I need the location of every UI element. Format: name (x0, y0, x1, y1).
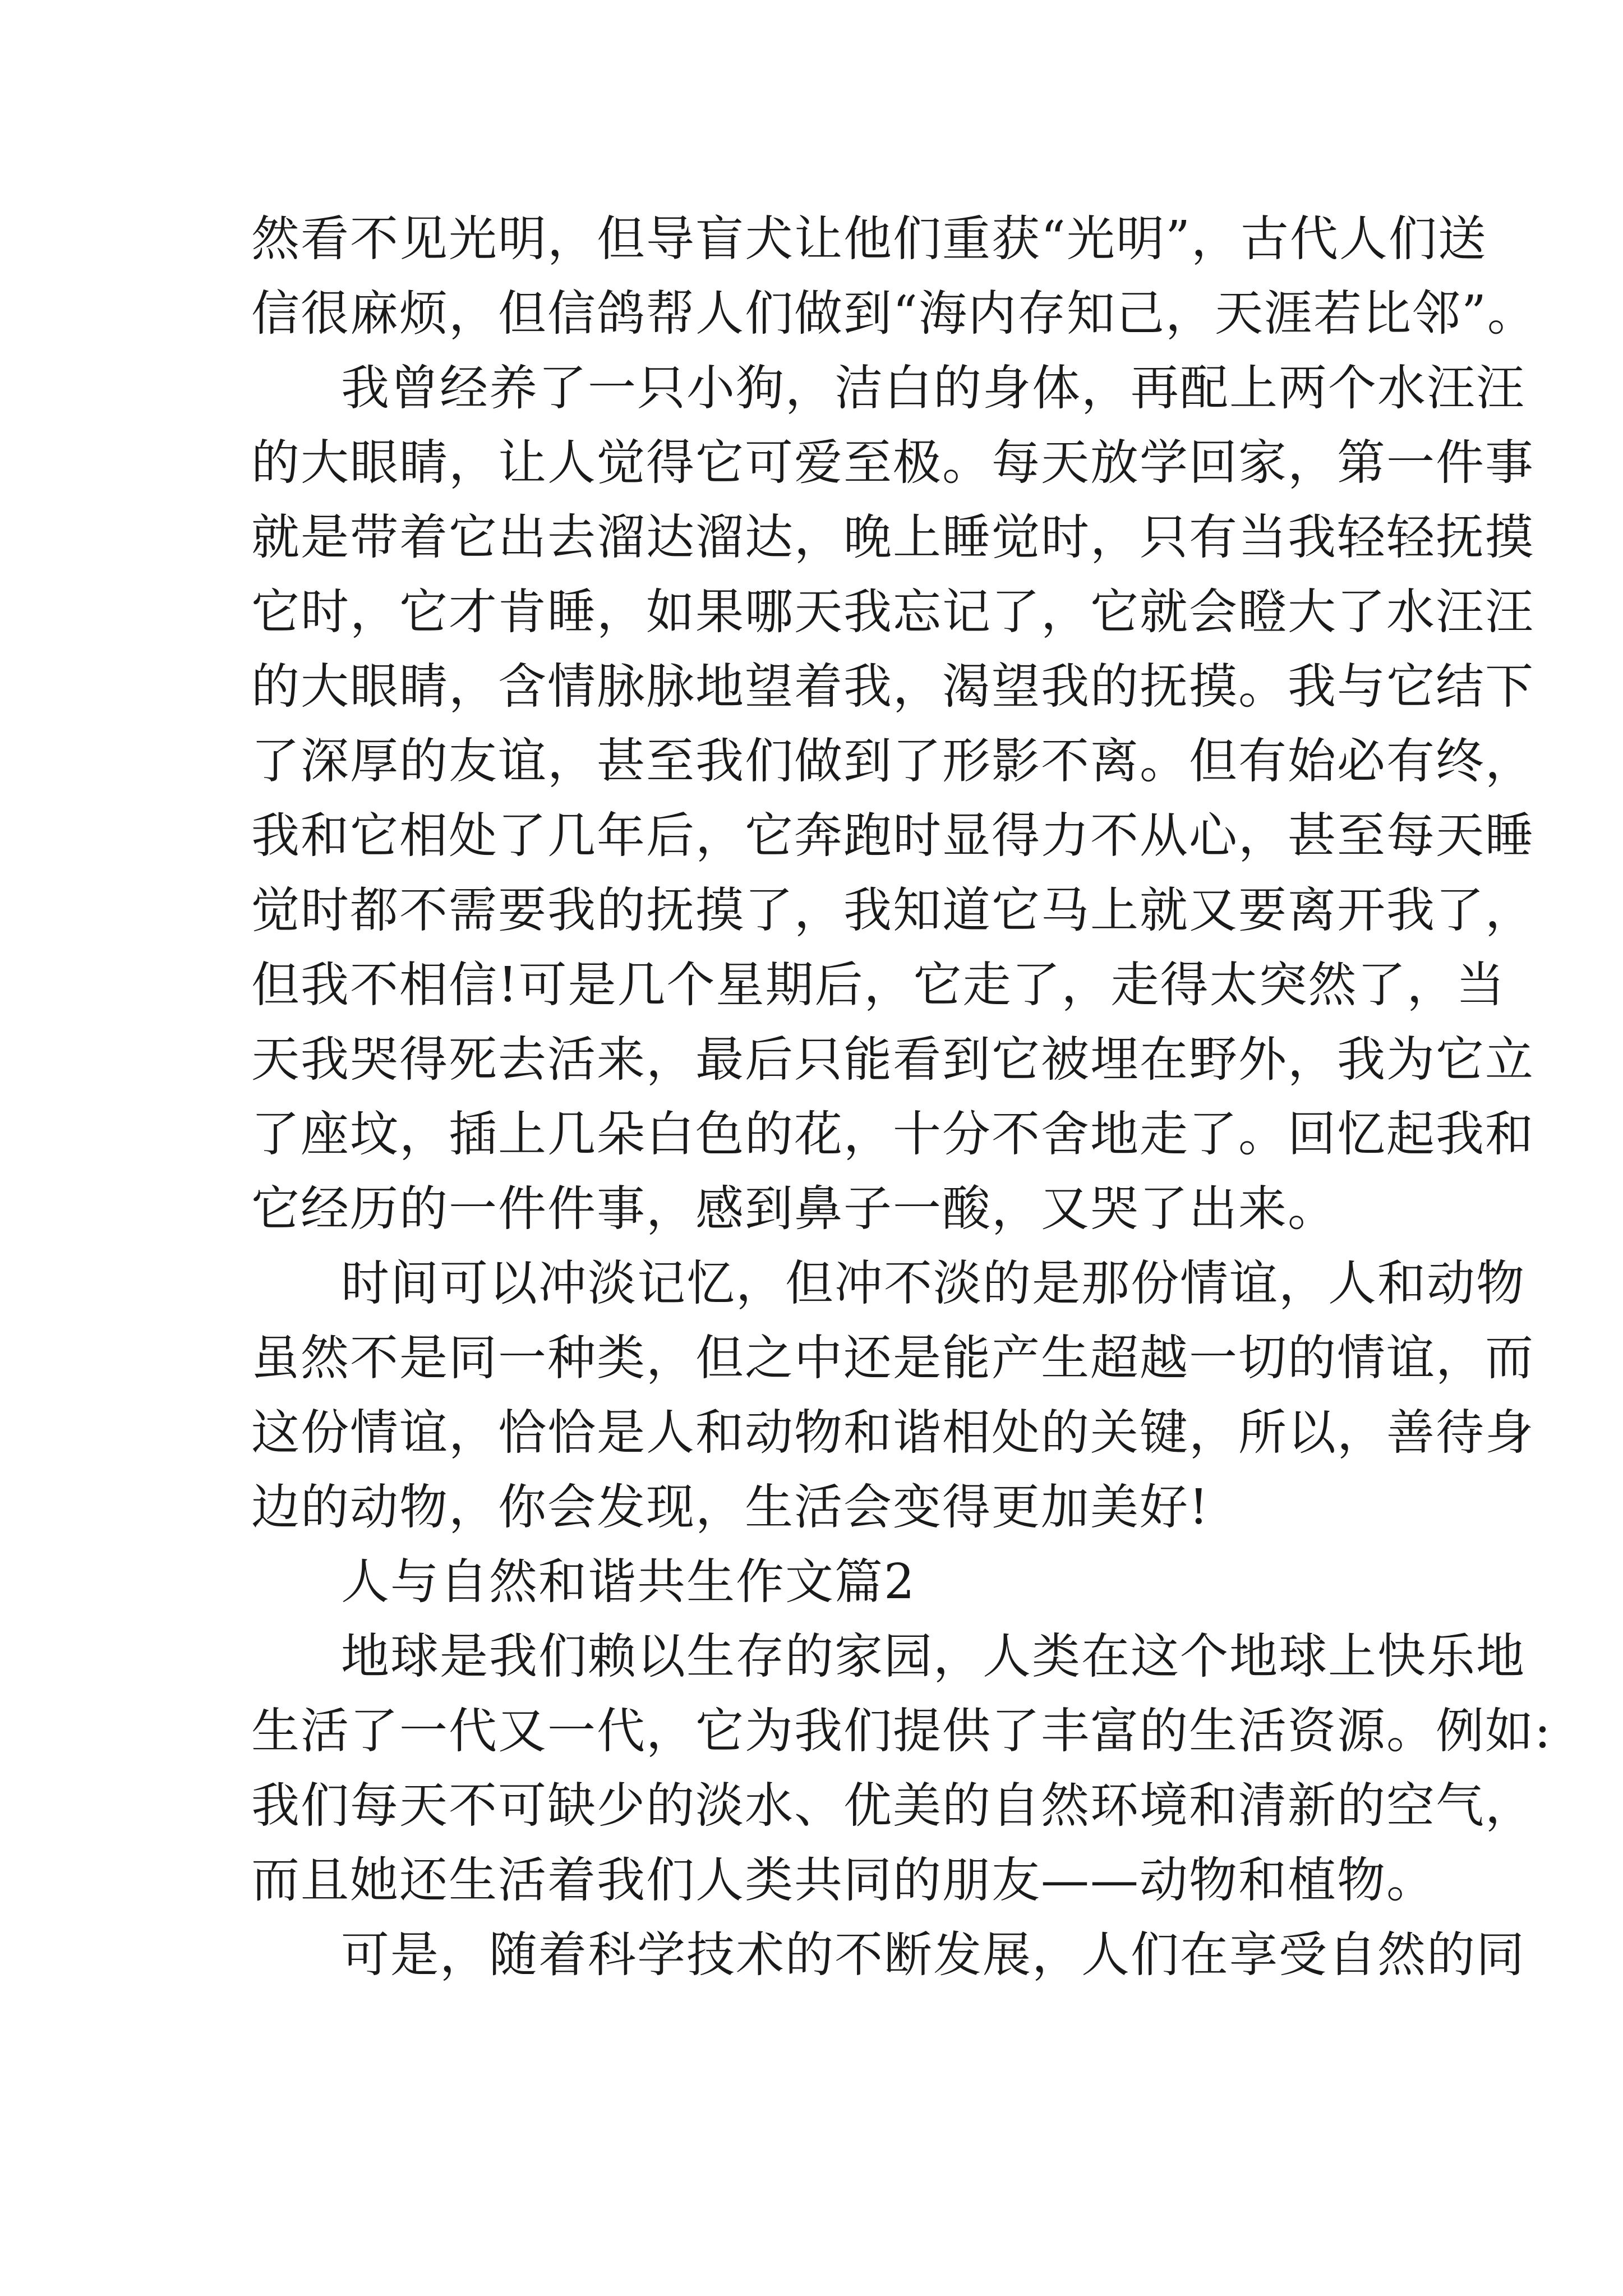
text-line: 觉时都不需要我的抚摸了，我知道它马上就又要离开我了， (251, 882, 1534, 938)
text-line: 但我不相信!可是几个星期后，它走了，走得太突然了，当 (251, 957, 1506, 1013)
text-line: 然看不见光明，但导盲犬让他们重获“光明”，古代人们送 (251, 211, 1487, 267)
text-line: 了深厚的友谊，甚至我们做到了形影不离。但有始必有终， (251, 733, 1534, 789)
document-body (251, 202, 1552, 1993)
paragraph-start-line: 可是，随着科学技术的不断发展，人们在享受自然的同 (341, 1927, 1525, 1983)
text-line: 天我哭得死去活来，最后只能看到它被埋在野外，我为它立 (251, 1032, 1534, 1088)
text-line: 我们每天不可缺少的淡水、优美的自然环境和清新的空气， (251, 1778, 1534, 1834)
text-line: 信很麻烦，但信鸽帮人们做到“海内存知己，天涯若比邻”。 (251, 286, 1537, 342)
paragraph-start-line: 地球是我们赖以生存的家园，人类在这个地球上快乐地 (341, 1628, 1525, 1685)
text-line: 它时，它才肯睡，如果哪天我忘记了，它就会瞪大了水汪汪 (251, 584, 1534, 640)
text-line: 就是带着它出去溜达溜达，晚上睡觉时，只有当我轻轻抚摸 (251, 509, 1534, 565)
text-line: 而且她还生活着我们人类共同的朋友——动物和植物。 (251, 1852, 1436, 1908)
text-line: 的大眼睛，含情脉脉地望着我，渴望我的抚摸。我与它结下 (251, 659, 1534, 715)
paragraph-start-line: 我曾经养了一只小狗，洁白的身体，再配上两个水汪汪 (341, 360, 1525, 416)
paragraph-start-line: 时间可以冲淡记忆，但冲不淡的是那份情谊，人和动物 (341, 1255, 1525, 1312)
text-line: 边的动物，你会发现，生活会变得更加美好! (251, 1479, 1210, 1535)
section-heading: 人与自然和谐共生作文篇2 (341, 1554, 916, 1610)
text-line: 了座坟，插上几朵白色的花，十分不舍地走了。回忆起我和 (251, 1106, 1534, 1162)
text-line: 这份情谊，恰恰是人和动物和谐相处的关键，所以，善待身 (251, 1405, 1534, 1461)
text-line: 我和它相处了几年后，它奔跑时显得力不从心，甚至每天睡 (251, 808, 1534, 864)
text-line: 虽然不是同一种类，但之中还是能产生超越一切的情谊，而 (251, 1330, 1534, 1386)
text-line: 的大眼睛，让人觉得它可爱至极。每天放学回家，第一件事 (251, 435, 1534, 491)
text-line: 它经历的一件件事，感到鼻子一酸，又哭了出来。 (251, 1181, 1337, 1237)
text-line: 生活了一代又一代，它为我们提供了丰富的生活资源。例如: (251, 1703, 1552, 1759)
